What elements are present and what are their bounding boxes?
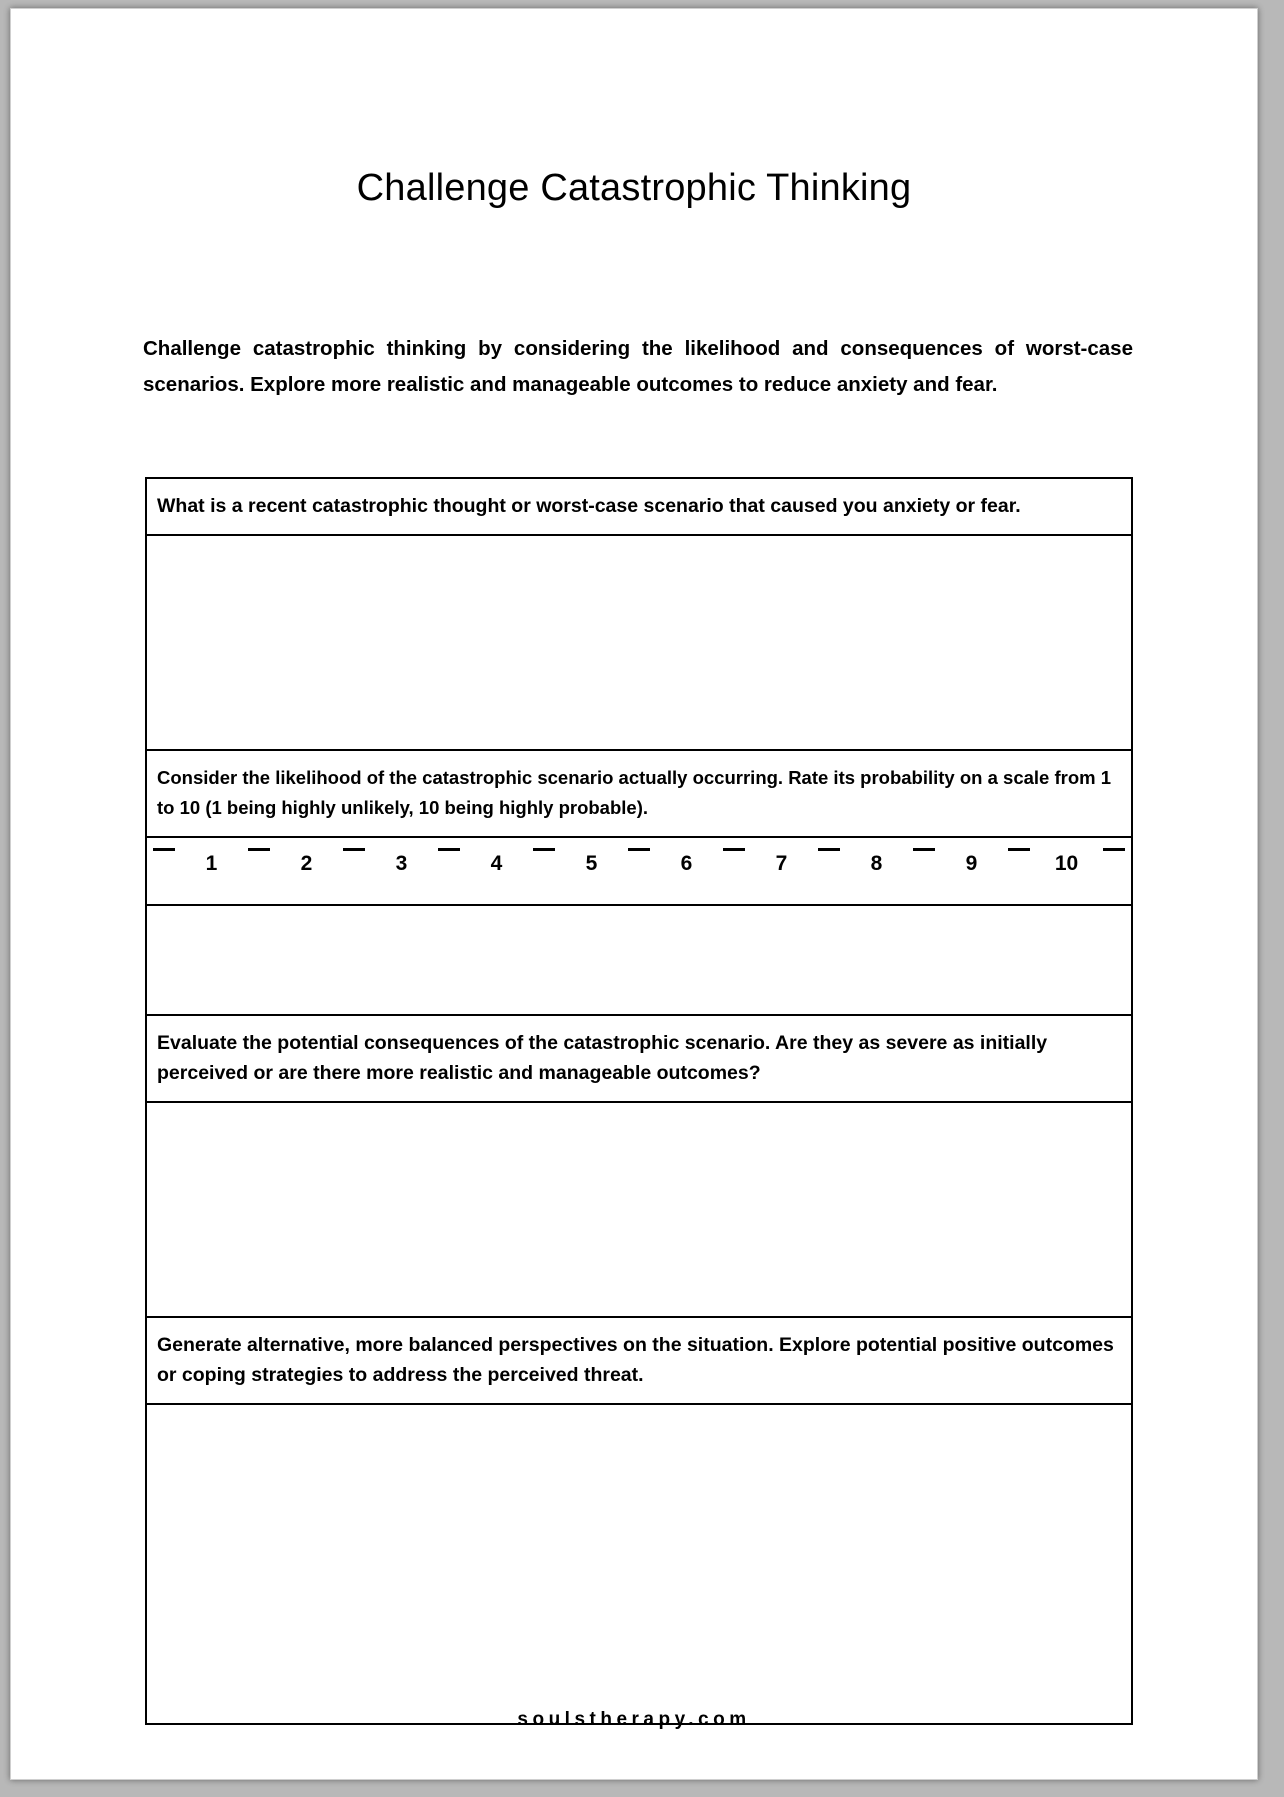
scale-value-7[interactable]: 7 — [775, 852, 788, 875]
footer-brand: soulstherapy.com — [517, 1709, 751, 1730]
scale-tick-icon — [153, 848, 175, 851]
scale-tick-icon — [1008, 848, 1030, 851]
answer-3-field[interactable] — [147, 1103, 1133, 1318]
answer-1-field[interactable] — [147, 536, 1133, 751]
scale-value-1[interactable]: 1 — [205, 852, 218, 875]
question-3-prompt: Evaluate the potential consequences of the catastrophic scenario. Are they as severe as initially perceived or are there more realistic and manageable outcomes? — [147, 1016, 1133, 1103]
scale-value-3[interactable]: 3 — [395, 852, 408, 875]
document-page — [10, 8, 1258, 1780]
scale-tick-icon — [628, 848, 650, 851]
scale-value-10[interactable]: 10 — [1054, 852, 1079, 875]
question-4-prompt: Generate alternative, more balanced perspectives on the situation. Explore potential positive outcomes or coping strategies to address the perceived threat. — [147, 1318, 1133, 1405]
scale-tick-icon — [913, 848, 935, 851]
worksheet-body — [11, 9, 1257, 1779]
scale-value-2[interactable]: 2 — [300, 852, 313, 875]
scale-value-6[interactable]: 6 — [680, 852, 693, 875]
question-1-prompt: What is a recent catastrophic thought or worst-case scenario that caused you anxiety or fear. — [147, 479, 1133, 536]
scale-value-5[interactable]: 5 — [585, 852, 598, 875]
answer-2-field[interactable] — [147, 906, 1133, 1016]
scale-tick-icon — [723, 848, 745, 851]
probability-scale[interactable] — [147, 838, 1133, 906]
scale-value-9[interactable]: 9 — [965, 852, 978, 875]
scale-tick-icon — [248, 848, 270, 851]
scale-value-4[interactable]: 4 — [490, 852, 503, 875]
scale-tick-icon — [818, 848, 840, 851]
scale-tick-icon — [533, 848, 555, 851]
intro-paragraph: Challenge catastrophic thinking by considering the likelihood and consequences of worst-case scenarios. Explore more realistic and manageable outcomes to reduce anxiety and fear. — [143, 337, 1133, 396]
question-2-prompt: Consider the likelihood of the catastrophic scenario actually occurring. Rate its probability on a scale from 1 to 10 (1 being highly unlikely, 10 being highly probable). — [147, 751, 1133, 838]
scale-tick-icon — [438, 848, 460, 851]
page-title: Challenge Catastrophic Thinking — [356, 167, 912, 209]
answer-4-field[interactable] — [147, 1405, 1133, 1725]
scale-value-8[interactable]: 8 — [870, 852, 883, 875]
worksheet-table — [145, 477, 1133, 1725]
scale-tick-icon — [343, 848, 365, 851]
scale-tick-icon — [1103, 848, 1125, 851]
